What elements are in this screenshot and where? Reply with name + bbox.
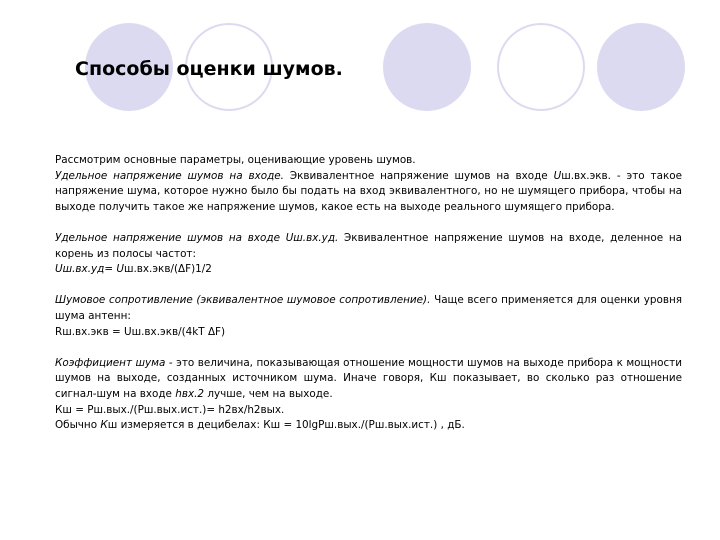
- slide-title: Способы оценки шумов.: [75, 58, 343, 80]
- paragraph-specific-voltage: [55, 231, 682, 262]
- text-segment: Эквивалентное напряжение шумов на входе, деленное на корень из полосы частот:: [55, 231, 682, 260]
- decorative-circle-4: [497, 23, 585, 111]
- text-segment: ш.вх.экв. - это такое напряжение шума, которое нужно было бы подать на вход эквивалентного, но не шумящего прибора, чтобы на выходе получить такое же напряжение шумов, какое есть на выходе реального шумящего прибора.: [55, 169, 682, 213]
- paragraph-voltage-definition: [55, 169, 682, 216]
- intro-paragraph: Рассмотрим основные параметры, оценивающие уровень шумов.: [55, 154, 416, 166]
- text-segment: это величина, показывающая отношение мощности шумов на выходе прибора к мощности шумов на выходе, созданных источником шума. Иначе говоря, Кш показывает, во сколько раз отношение сигнал-шум на входе: [55, 356, 682, 400]
- formula-segment: ш.вх.экв/(ΔF)1/2: [123, 263, 212, 276]
- term-noise-factor: Коэффициент шума -: [55, 356, 173, 369]
- text-segment: ш измеряется в децибелах: Кш = 10lgРш.вых./(Рш.вых.ист.) , дБ.: [107, 419, 465, 432]
- symbol-u: U: [553, 169, 562, 182]
- symbol-h: hвх.2: [175, 387, 205, 400]
- paragraph-gap: [55, 340, 682, 356]
- text-segment: Чаще всего применяется для оценки уровня шума антенн:: [55, 294, 682, 322]
- text-segment: лучше, чем на выходе.: [204, 387, 333, 400]
- formula-segment: Uш.вх.уд= U: [55, 263, 124, 276]
- paragraph-decibels: [55, 418, 682, 434]
- slide-body: [55, 153, 682, 434]
- paragraph-noise-factor: [55, 356, 682, 403]
- term-specific-voltage: Удельное напряжение шумов на входе Uш.вх.уд.: [55, 231, 339, 244]
- formula-specific-voltage: [55, 262, 682, 278]
- paragraph-gap: [55, 278, 682, 294]
- paragraph-noise-resistance: [55, 293, 682, 324]
- decorative-circle-5: [597, 23, 685, 111]
- formula-noise-resistance: Rш.вх.экв = Uш.вх.экв/(4kT ΔF): [55, 325, 226, 338]
- decorative-circle-3: [383, 23, 471, 111]
- symbol-k: К: [100, 419, 108, 432]
- formula-noise-factor: Кш = Рш.вых./(Рш.вых.ист.)= h2вх/h2вых.: [55, 403, 285, 416]
- text-segment: Обычно: [55, 419, 101, 432]
- paragraph-gap: [55, 215, 682, 231]
- text-segment: Эквивалентное напряжение шумов на входе: [283, 169, 554, 182]
- term-noise-voltage: Удельное напряжение шумов на входе.: [55, 169, 284, 182]
- term-noise-resistance: Шумовое сопротивление (эквивалентное шумовое сопротивление).: [55, 294, 431, 307]
